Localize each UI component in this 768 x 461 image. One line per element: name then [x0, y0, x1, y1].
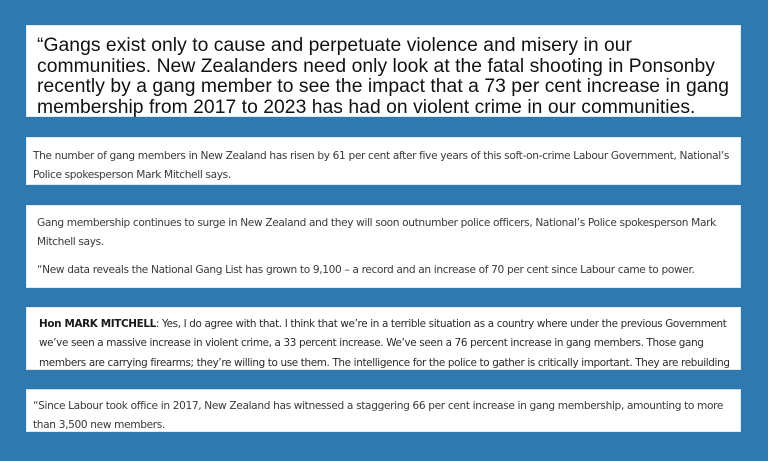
speaker-name: Hon MARK MITCHELL — [39, 318, 156, 330]
speech-text: : Yes, I do agree with that. I think that we’re in a terrible situation as a country where under the previous Government we’ve seen a massive increase in violent crime, a 33 percent increase. We’ve seen a 76 percent increase in gang members. Those gang members are carrying firearms; they’re willing to use them. The intelligence for the police to gather is critically important. They are rebuilding — [39, 318, 730, 369]
quote-card-66-percent — [26, 389, 741, 432]
quote-paragraph-2: “New data reveals the National Gang List has grown to 9,100 – a record and an increase of 70 per cent since Labour came to power. — [37, 264, 695, 276]
quote-text: “Since Labour took office in 2017, New Zealand has witnessed a staggering 66 per cent increase in gang membership, amounting to more than 3,500 new members. — [33, 400, 724, 431]
quote-card-61-percent — [26, 137, 741, 185]
quote-card-hansard-76-percent — [26, 307, 741, 370]
hansard-excerpt — [39, 315, 730, 373]
quote-card-70-percent — [26, 205, 741, 288]
quote-text: The number of gang members in New Zealand has risen by 61 per cent after five years of this soft-on-crime Labour Government, National’s Police spokesperson Mark Mitchell says. — [33, 150, 730, 181]
quote-text: “Gangs exist only to cause and perpetuate violence and misery in our communities. New Zealanders need only look at the fatal shooting in Ponsonby recently by a gang member to see the impact that a 73 per cent increase in gang membership from 2017 to 2023 has had on violent crime in our communities. — [37, 35, 730, 118]
quote-paragraph-1: Gang membership continues to surge in New Zealand and they will soon outnumber police officers, National’s Police spokesperson Mark Mitchell says. — [37, 217, 716, 248]
quote-card-gangs-73-percent — [26, 25, 741, 117]
